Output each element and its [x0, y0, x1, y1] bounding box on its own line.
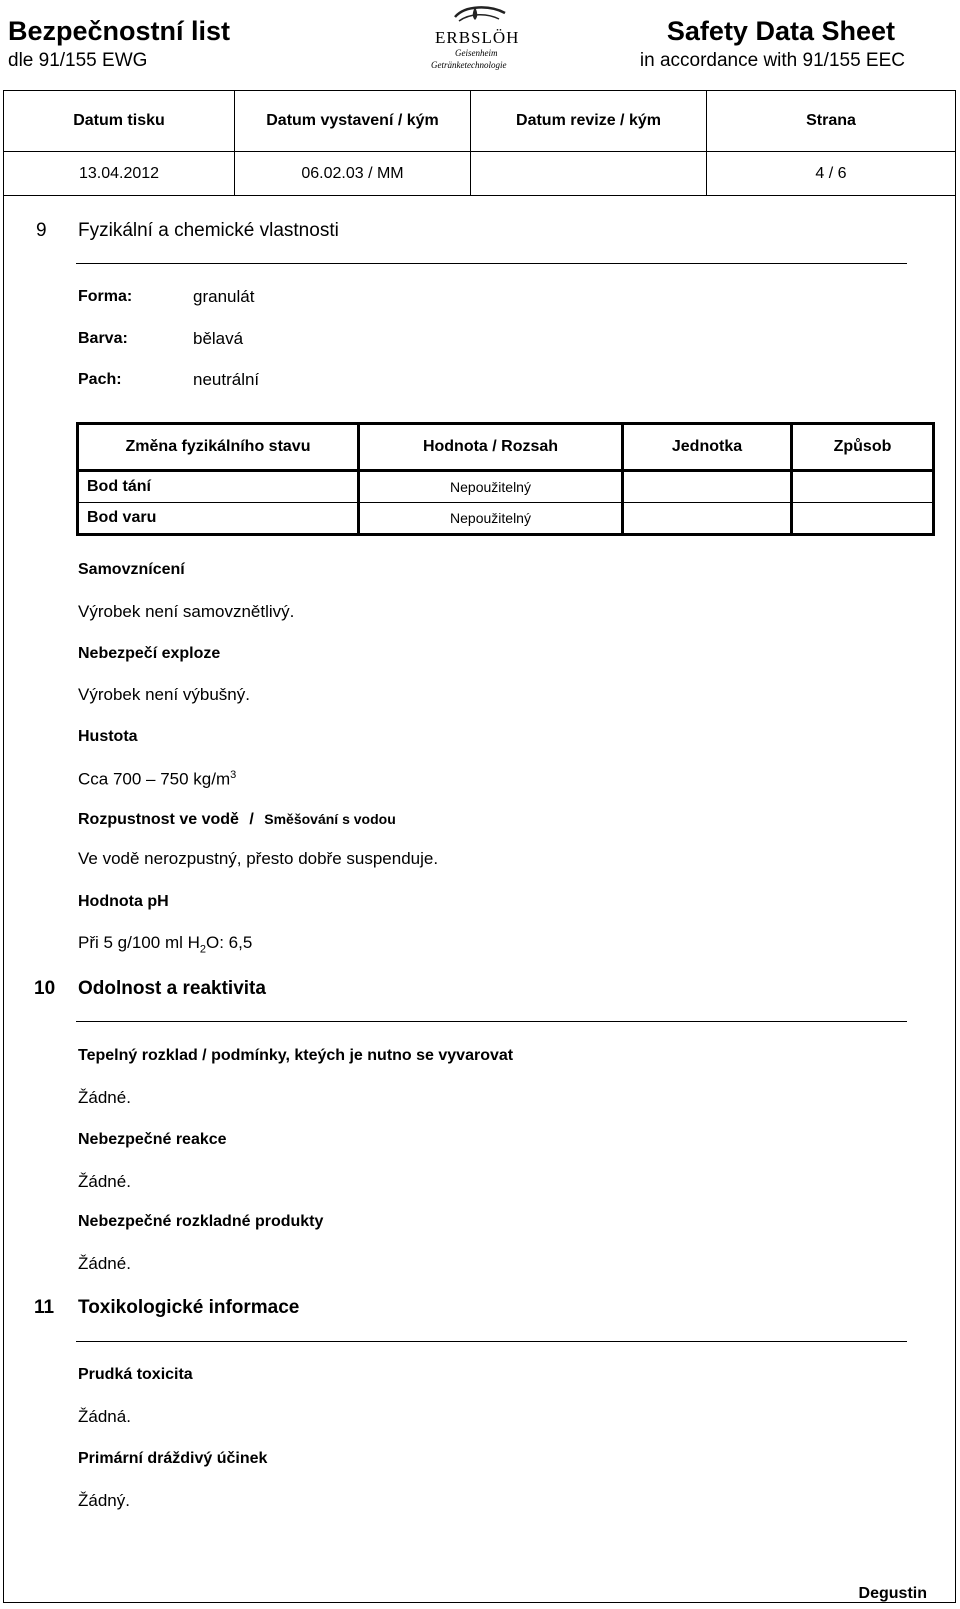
section-9-number: 9 [36, 220, 47, 241]
logo-mark-icon [425, 3, 535, 31]
ph-text-pre: Při 5 g/100 ml H [78, 933, 200, 952]
ph-text-post: O: 6,5 [206, 933, 253, 952]
form-value: granulát [193, 287, 255, 306]
product-name-footer: Degustin [858, 1585, 927, 1602]
self-ignition-label: Samovznícení [78, 561, 185, 578]
solubility-text: Ve vodě nerozpustný, přesto dobře suspenduje. [78, 849, 439, 868]
density-unit-exponent: 3 [230, 769, 237, 781]
color-value: bělavá [193, 329, 244, 348]
section-10-number: 10 [34, 978, 56, 999]
section-9-rule [76, 263, 907, 264]
value-range-header: Hodnota / Rozsah [359, 424, 623, 471]
odor-value: neutrální [193, 370, 260, 389]
section-11-rule [76, 1341, 907, 1342]
revision-date-header: Datum revize / kým [471, 91, 707, 152]
logo-place: Geisenheim [455, 48, 498, 58]
density-value: Cca 700 – 750 kg/m [78, 769, 231, 789]
unit-header: Jednotka [623, 424, 792, 471]
melting-point-value: Nepoužitelný [359, 471, 623, 503]
section-11-title: Toxikologické informace [78, 1297, 300, 1318]
section-9-title: Fyzikální a chemické vlastnosti [78, 220, 339, 241]
solubility-heading [78, 811, 396, 829]
boiling-point-value: Nepoužitelný [359, 503, 623, 535]
section-11-number: 11 [34, 1297, 55, 1318]
decomposition-products-text: Žádné. [78, 1254, 131, 1273]
ph-label: Hodnota pH [78, 893, 169, 910]
company-logo [425, 3, 535, 71]
boiling-point-method [792, 503, 934, 535]
page-header: Strana [707, 91, 956, 152]
hazardous-reactions-text: Žádné. [78, 1172, 131, 1191]
density-label: Hustota [78, 728, 138, 745]
print-date-header: Datum tisku [4, 91, 235, 152]
density-text [78, 769, 236, 790]
acute-toxicity-text: Žádná. [78, 1407, 131, 1426]
thermal-decomposition-text: Žádné. [78, 1088, 131, 1107]
section-10-title: Odolnost a reaktivita [78, 978, 266, 999]
document-meta-table [3, 90, 956, 196]
issue-date-value: 06.02.03 / MM [235, 152, 471, 196]
primary-irritation-text: Žádný. [78, 1491, 130, 1510]
print-date-value: 13.04.2012 [4, 152, 235, 196]
physical-properties-table [76, 422, 935, 536]
thermal-decomposition-label: Tepelný rozklad / podmínky, kteých je nutno se vyvarovat [78, 1047, 514, 1064]
boiling-point-name: Bod varu [78, 503, 359, 535]
doc-title-en: Safety Data Sheet [666, 16, 895, 46]
page-number-value: 4 / 6 [707, 152, 956, 196]
method-header: Způsob [792, 424, 934, 471]
hazardous-reactions-label: Nebezpečné reakce [78, 1131, 227, 1148]
form-label: Forma: [78, 288, 133, 305]
melting-point-unit [623, 471, 792, 503]
color-label: Barva: [78, 330, 128, 347]
odor-label: Pach: [78, 371, 122, 388]
section-10-rule [76, 1021, 907, 1022]
melting-point-method [792, 471, 934, 503]
issue-date-header: Datum vystavení / kým [235, 91, 471, 152]
self-ignition-text: Výrobek není samovznětlivý. [78, 602, 295, 621]
explosion-text: Výrobek není výbušný. [78, 685, 250, 704]
state-change-header: Změna fyzikálního stavu [78, 424, 359, 471]
melting-point-name: Bod tání [78, 471, 359, 503]
ph-text-subscript: 2 [199, 943, 207, 956]
miscibility-label: Směšování s vodou [264, 811, 396, 827]
ph-text [78, 933, 252, 955]
boiling-point-unit [623, 503, 792, 535]
explosion-label: Nebezpečí exploze [78, 645, 221, 662]
solubility-label: Rozpustnost ve vodě [78, 811, 239, 828]
logo-name: ERBSLÖH [435, 28, 520, 47]
doc-subtitle-en: in accordance with 91/155 EEC [639, 50, 905, 71]
doc-subtitle-cz: dle 91/155 EWG [8, 50, 148, 71]
decomposition-products-label: Nebezpečné rozkladné produkty [78, 1213, 324, 1230]
primary-irritation-label: Primární dráždivý účinek [78, 1450, 268, 1467]
acute-toxicity-label: Prudká toxicita [78, 1366, 193, 1383]
logo-tagline: Getränketechnologie [431, 60, 507, 70]
solubility-separator: / [249, 811, 254, 828]
doc-title-cz: Bezpečnostní list [8, 16, 231, 46]
revision-date-value [471, 152, 707, 196]
